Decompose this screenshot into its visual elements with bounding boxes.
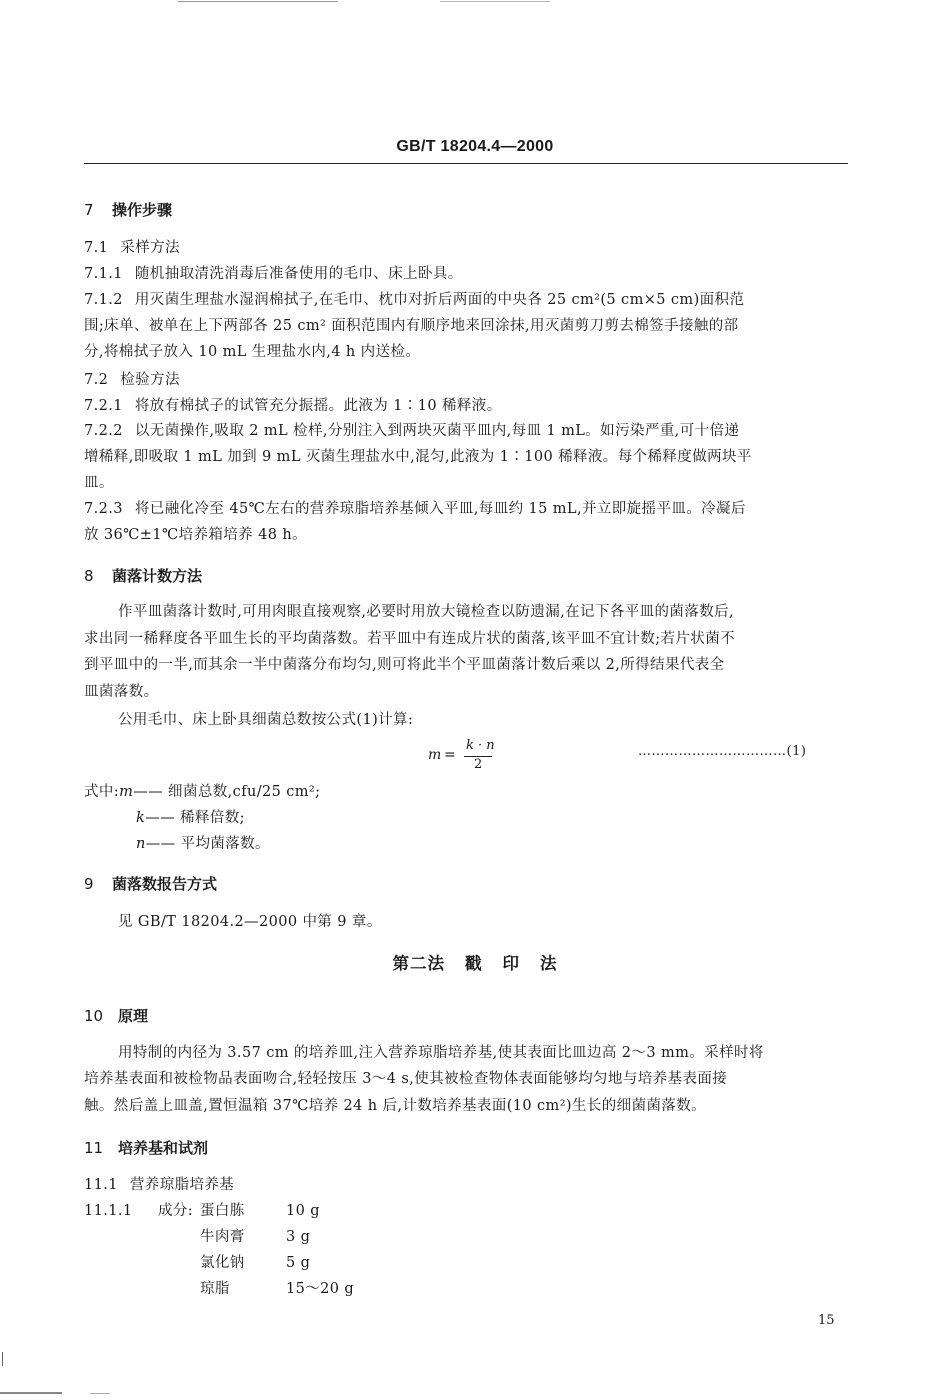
scan-artifact-bottom-2 — [90, 1393, 110, 1394]
composition-label: 成分: — [158, 1203, 194, 1219]
variable-desc: —— 平均菌落数。 — [145, 836, 270, 852]
section-number: 11 — [84, 1139, 104, 1157]
variable-desc: —— 细菌总数,cfu/25 cm²; — [133, 784, 321, 800]
section-8-para1-line3: 到平皿中的一半,而其余一半中菌落分布均匀,则可将此半个平皿菌落计数后乘以 2,所得结果代表全 — [84, 657, 725, 673]
scan-artifact-left — [2, 1352, 3, 1366]
section-number: 7 — [84, 201, 94, 219]
clause-7-1-2-line1 — [84, 290, 852, 310]
clause-7-2-2-line3: 皿。 — [84, 475, 114, 491]
section-number: 8 — [84, 567, 94, 585]
section-8-para1-line4: 皿菌落数。 — [84, 684, 159, 700]
ingredient-amount: 10 g — [286, 1203, 320, 1219]
section-7-heading — [84, 200, 172, 220]
clause-number: 7.1 — [84, 240, 109, 256]
section-10-heading — [84, 1006, 148, 1026]
standard-header: GB/T 18204.4—2000 — [396, 138, 554, 155]
clause-text: 将放有棉拭子的试管充分振摇。此液为 1∶10 稀释液。 — [134, 398, 502, 414]
formula-numerator: k · n — [466, 738, 495, 753]
method-title-part: 戳 — [465, 954, 483, 973]
clause-7-1-2-line2: 围;床单、被单在上下两部各 25 cm² 面积范围内有顺序地来回涂抹,用灭菌剪刀剪去棉签手接触的部 — [84, 318, 739, 334]
clause-text: 以无菌操作,吸取 2 mL 检样,分别注入到两块灭菌平皿内,每皿 1 mL。如污染严重,可十倍递 — [134, 423, 740, 439]
clause-number: 7.2.2 — [84, 423, 123, 439]
section-11-heading — [84, 1138, 208, 1158]
ingredient-amount: 15～20 g — [286, 1281, 355, 1297]
variable-symbol: n — [136, 836, 146, 852]
section-8-para2: 公用毛巾、床上卧具细菌总数按公式(1)计算: — [118, 712, 414, 728]
clause-number: 7.2.3 — [84, 501, 123, 517]
where-clause-m — [84, 782, 320, 802]
formula-equals: = — [444, 747, 456, 763]
clause-7-2-3-line1 — [84, 499, 854, 519]
section-9-text: 见 GB/T 18204.2—2000 中第 9 章。 — [118, 914, 382, 930]
section-title: 菌落数报告方式 — [112, 875, 218, 893]
clause-number: 7.2 — [84, 372, 109, 388]
section-number: 9 — [84, 875, 94, 893]
scan-artifact-top-right — [440, 1, 550, 2]
clause-number: 7.1.2 — [84, 292, 123, 308]
section-8-para1-line2: 求出同一稀释度各平皿生长的平均菌落数。若平皿中有连成片状的菌落,该平皿不宜计数;若片状菌不 — [84, 631, 735, 647]
scan-artifact-top — [178, 1, 338, 2]
clause-7-2-2-line2: 增稀释,即吸取 1 mL 加到 9 mL 灭菌生理盐水中,混匀,此液为 1∶100 稀释液。每个稀释度做两块平 — [84, 449, 752, 465]
ingredient-name: 牛肉膏 — [200, 1229, 245, 1245]
section-9-heading — [84, 874, 217, 894]
formula-lhs: m — [428, 747, 442, 763]
page-number: 15 — [818, 1313, 835, 1328]
variable-symbol: k — [136, 810, 146, 826]
method-title-part: 法 — [540, 954, 558, 973]
method-2-title — [0, 950, 950, 974]
clause-title: 检验方法 — [120, 372, 180, 388]
where-clause-n — [136, 834, 270, 854]
clause-title: 营养琼脂培养基 — [129, 1177, 235, 1193]
section-10-line2: 培养基表面和被检物品表面吻合,轻轻按压 3～4 s,使其被检查物体表面能够均匀地与培养基表面接 — [84, 1071, 728, 1087]
formula-denominator: 2 — [474, 757, 483, 772]
ingredient-name: 氯化钠 — [200, 1255, 245, 1271]
clause-11-1 — [84, 1175, 854, 1195]
formula-1 — [428, 738, 518, 774]
section-8-para1-line1: 作平皿菌落计数时,可用肉眼直接观察,必要时用放大镜检查以防遗漏,在记下各平皿的菌落数后, — [118, 604, 735, 620]
where-label: 式中: — [84, 784, 120, 800]
clause-number: 11.1 — [84, 1177, 118, 1193]
where-clause-k — [136, 808, 245, 828]
method-title-part: 印 — [502, 954, 520, 973]
clause-number: 7.1.1 — [84, 266, 123, 282]
section-title: 操作步骤 — [112, 201, 173, 219]
clause-7-1-2-line3: 分,将棉拭子放入 10 mL 生理盐水内,4 h 内送检。 — [84, 344, 421, 360]
ingredient-amount: 3 g — [286, 1229, 311, 1245]
formula-number: ……………………………(1) — [638, 744, 807, 759]
clause-7-1 — [84, 238, 854, 258]
clause-text: 随机抽取清洗消毒后准备使用的毛巾、床上卧具。 — [134, 266, 463, 282]
clause-7-2 — [84, 370, 854, 390]
section-number: 10 — [84, 1007, 104, 1025]
variable-desc: —— 稀释倍数; — [145, 810, 245, 826]
scan-artifact-bottom — [0, 1392, 62, 1394]
ingredient-name: 琼脂 — [200, 1281, 230, 1297]
variable-symbol: m — [119, 784, 134, 800]
clause-11-1-1-number: 11.1.1 — [84, 1203, 133, 1219]
header-rule — [84, 163, 848, 164]
clause-text: 用灭菌生理盐水湿润棉拭子,在毛巾、枕巾对折后两面的中央各 25 cm²(5 cm×5 cm)面积范 — [134, 292, 745, 308]
clause-title: 采样方法 — [120, 240, 180, 256]
section-title: 原理 — [118, 1007, 149, 1025]
ingredient-name: 蛋白胨 — [200, 1203, 245, 1219]
section-10-line3: 触。然后盖上皿盖,置恒温箱 37℃培养 24 h 后,计数培养基表面(10 cm²)生长的细菌菌落数。 — [84, 1098, 707, 1114]
clause-7-2-1 — [84, 396, 854, 416]
clause-number: 7.2.1 — [84, 398, 123, 414]
clause-7-2-3-line2: 放 36℃±1℃培养箱培养 48 h。 — [84, 527, 307, 543]
clause-7-1-1 — [84, 264, 854, 284]
section-10-line1: 用特制的内径为 3.57 cm 的培养皿,注入营养琼脂培养基,使其表面比皿边高 2～3 mm。采样时将 — [118, 1045, 764, 1061]
ingredient-amount: 5 g — [286, 1255, 311, 1271]
section-title: 菌落计数方法 — [112, 567, 203, 585]
method-title-part: 第二法 — [392, 954, 445, 973]
section-title: 培养基和试剂 — [118, 1139, 209, 1157]
section-8-heading — [84, 566, 202, 586]
clause-text: 将已融化冷至 45℃左右的营养琼脂培养基倾入平皿,每皿约 15 mL,并立即旋摇平皿。冷凝后 — [134, 501, 746, 517]
clause-7-2-2-line1 — [84, 421, 854, 441]
